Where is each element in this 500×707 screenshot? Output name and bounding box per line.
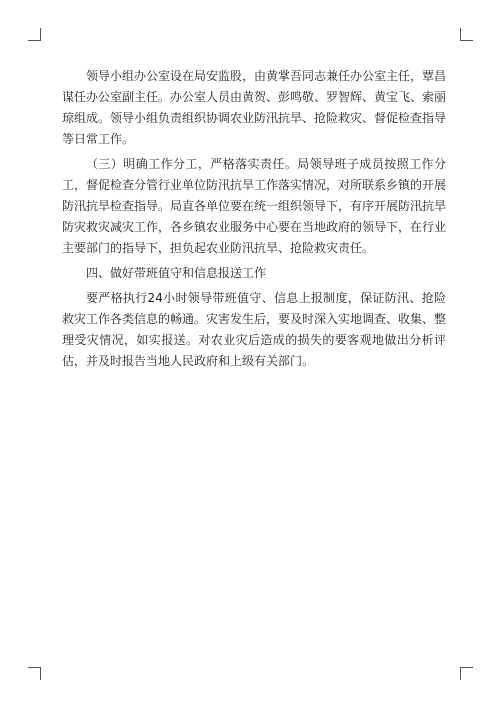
crop-mark-top-left (28, 28, 41, 41)
document-body (62, 66, 446, 372)
section-heading: 四、做好带班值守和信息报送工作 (86, 266, 267, 280)
paragraph-reporting: 要严格执行24小时领导带班值守、信息上报制度，保证防汛、抢险救灾工作各类信息的畅通。灾害发生后，要及时深入实地调查、收集、整理受灾情况，如实报送。对农业灾后造成的损失的要客观地做出分析评估，并及时报告当地人民政府和上级有关部门。 (62, 291, 447, 368)
crop-mark-bottom-right (460, 667, 473, 680)
crop-mark-bottom-left (28, 667, 41, 680)
paragraph-office: 领导小组办公室设在局安监股，由黄掌吾同志兼任办公室主任，覃昌谋任办公室副主任。办公室人员由黄贺、彭鸣敬、罗智辉、黄宝飞、索丽琼组成。领导小组负责组织协调农业防汛抗旱、抢险救灾、督促检查指导等日常工作。 (62, 69, 447, 146)
paragraph-responsibilities: （三）明确工作分工，严格落实责任。局领导班子成员按照工作分工，督促检查分管行业单位防汛抗旱工作落实情况，对所联系乡镇的开展防汛抗旱检查指导。局直各单位要在统一组织领导下，有序开展防汛抗旱防灾救灾减灾工作，各乡镇农业服务中心要在当地政府的领导下，在行业主要部门的指导下，担负起农业防汛抗旱、抢险救灾责任。 (62, 157, 447, 255)
crop-mark-top-right (460, 28, 473, 41)
